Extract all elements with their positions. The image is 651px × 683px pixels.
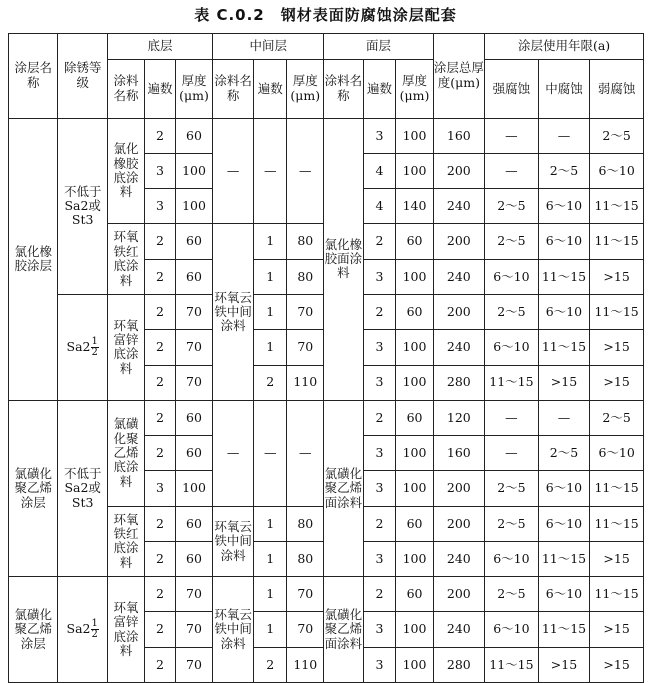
top-material-cell: 氯化橡胶面涂料 (324, 118, 363, 400)
top-passes-cell: 3 (363, 436, 396, 471)
header-middle-layer: 中间层 (213, 34, 324, 60)
mid-thickness-cell: 70 (287, 294, 324, 329)
base-thickness-cell: 70 (175, 577, 212, 612)
top-thickness-cell: 100 (396, 153, 433, 188)
top-thickness-cell: 140 (396, 189, 433, 224)
top-passes-cell: 3 (363, 647, 396, 682)
life-strong-cell: 2～5 (485, 577, 539, 612)
base-passes-cell: 2 (145, 259, 176, 294)
life-strong-cell: — (485, 436, 539, 471)
header-mid-thickness: 厚度(μm) (287, 59, 324, 118)
life-weak-cell: 2～5 (590, 118, 644, 153)
header-base-passes: 遍数 (145, 59, 176, 118)
life-weak-cell: >15 (590, 330, 644, 365)
top-passes-cell: 3 (363, 118, 396, 153)
life-weak-cell: 6～10 (590, 153, 644, 188)
header-medium-corrosion: 中腐蚀 (538, 59, 590, 118)
base-material-cell: 环氧铁红底涂料 (107, 224, 144, 295)
table-row (9, 118, 644, 153)
base-passes-cell: 2 (145, 577, 176, 612)
rust-grade-cell: 不低于Sa2或St3 (58, 118, 107, 294)
top-material-cell: 氯磺化聚乙烯面涂料 (324, 400, 363, 576)
total-thickness-cell: 280 (433, 365, 485, 400)
base-thickness-cell: 60 (175, 436, 212, 471)
header-total-thickness: 涂层总厚度(μm) (433, 34, 485, 119)
life-weak-cell: 2～5 (590, 400, 644, 435)
base-thickness-cell: 60 (175, 118, 212, 153)
total-thickness-cell: 240 (433, 612, 485, 647)
mid-passes-cell: 1 (254, 259, 287, 294)
rust-grade-cell (58, 294, 107, 400)
life-medium-cell: 11～15 (538, 541, 590, 576)
top-passes-cell: 3 (363, 612, 396, 647)
mid-passes-cell: — (254, 400, 287, 506)
life-medium-cell: 11～15 (538, 330, 590, 365)
life-strong-cell: — (485, 153, 539, 188)
mid-thickness-cell: 70 (287, 612, 324, 647)
top-thickness-cell: 100 (396, 118, 433, 153)
top-passes-cell: 3 (363, 471, 396, 506)
mid-thickness-cell: 80 (287, 541, 324, 576)
mid-thickness-cell: 80 (287, 224, 324, 259)
mid-passes-cell: 1 (254, 294, 287, 329)
base-passes-cell: 2 (145, 224, 176, 259)
mid-thickness-cell: 110 (287, 365, 324, 400)
header-mid-material: 涂料名称 (213, 59, 254, 118)
coating-group-name: 氯磺化聚乙烯涂层 (9, 400, 58, 576)
life-weak-cell: >15 (590, 612, 644, 647)
life-strong-cell: 2～5 (485, 224, 539, 259)
total-thickness-cell: 160 (433, 118, 485, 153)
total-thickness-cell: 200 (433, 506, 485, 541)
life-weak-cell: >15 (590, 647, 644, 682)
base-thickness-cell: 100 (175, 189, 212, 224)
base-material-cell: 环氧铁红底涂料 (107, 506, 144, 577)
life-strong-cell: 6～10 (485, 541, 539, 576)
life-medium-cell: 6～10 (538, 294, 590, 329)
top-passes-cell: 2 (363, 506, 396, 541)
base-material-cell: 氯化橡胶底涂料 (107, 118, 144, 224)
mid-passes-cell: 1 (254, 330, 287, 365)
mid-thickness-cell: 70 (287, 577, 324, 612)
base-thickness-cell: 70 (175, 647, 212, 682)
base-passes-cell: 2 (145, 436, 176, 471)
mid-thickness-cell: 110 (287, 647, 324, 682)
mid-passes-cell: 1 (254, 506, 287, 541)
top-material-cell: 氯磺化聚乙烯面涂料 (324, 577, 363, 683)
life-weak-cell: 11～15 (590, 506, 644, 541)
mid-passes-cell: 1 (254, 541, 287, 576)
mid-passes-cell: 2 (254, 365, 287, 400)
mid-thickness-cell: 80 (287, 259, 324, 294)
mid-passes-cell: 2 (254, 647, 287, 682)
total-thickness-cell: 280 (433, 647, 485, 682)
life-strong-cell: 2～5 (485, 471, 539, 506)
header-base-thickness: 厚度(μm) (175, 59, 212, 118)
top-passes-cell: 2 (363, 577, 396, 612)
mid-thickness-cell: — (287, 118, 324, 224)
rust-grade-cell: 不低于Sa2或St3 (58, 400, 107, 576)
total-thickness-cell: 200 (433, 471, 485, 506)
base-thickness-cell: 70 (175, 330, 212, 365)
top-thickness-cell: 100 (396, 330, 433, 365)
mid-material-cell: — (213, 118, 254, 224)
base-passes-cell: 2 (145, 612, 176, 647)
header-rust-grade: 除锈等级 (58, 34, 107, 119)
base-passes-cell: 3 (145, 189, 176, 224)
total-thickness-cell: 200 (433, 294, 485, 329)
mid-material-cell: 环氧云铁中间涂料 (213, 506, 254, 577)
life-medium-cell: 2～5 (538, 153, 590, 188)
mid-thickness-cell: 70 (287, 330, 324, 365)
total-thickness-cell: 240 (433, 189, 485, 224)
life-medium-cell: 6～10 (538, 577, 590, 612)
header-mid-passes: 遍数 (254, 59, 287, 118)
base-material-cell: 氯磺化聚乙烯底涂料 (107, 400, 144, 506)
top-thickness-cell: 100 (396, 259, 433, 294)
base-thickness-cell: 60 (175, 506, 212, 541)
life-strong-cell: 11～15 (485, 365, 539, 400)
life-strong-cell: — (485, 118, 539, 153)
life-medium-cell: >15 (538, 365, 590, 400)
life-medium-cell: >15 (538, 647, 590, 682)
life-strong-cell: 2～5 (485, 506, 539, 541)
life-strong-cell: — (485, 400, 539, 435)
life-weak-cell: 6～10 (590, 436, 644, 471)
top-passes-cell: 4 (363, 189, 396, 224)
life-medium-cell: 6～10 (538, 189, 590, 224)
life-medium-cell: — (538, 400, 590, 435)
rust-grade-cell (58, 577, 107, 683)
top-thickness-cell: 60 (396, 400, 433, 435)
top-thickness-cell: 60 (396, 224, 433, 259)
fraction-one-half: $\frac{1}{2}$ (91, 335, 98, 358)
life-medium-cell: 11～15 (538, 612, 590, 647)
base-passes-cell: 2 (145, 330, 176, 365)
mid-passes-cell: — (254, 118, 287, 224)
header-top-passes: 遍数 (363, 59, 396, 118)
mid-material-cell: 环氧云铁中间涂料 (213, 224, 254, 400)
top-thickness-cell: 100 (396, 365, 433, 400)
coating-table (8, 33, 644, 683)
table-title: 表 C.0.2 钢材表面防腐蚀涂层配套 (194, 6, 457, 24)
table-row (9, 577, 644, 612)
mid-thickness-cell: — (287, 400, 324, 506)
base-passes-cell: 2 (145, 365, 176, 400)
total-thickness-cell: 240 (433, 330, 485, 365)
coating-group-name: 氯化橡胶涂层 (9, 118, 58, 400)
life-strong-cell: 6～10 (485, 330, 539, 365)
mid-thickness-cell: 80 (287, 506, 324, 541)
base-passes-cell: 2 (145, 294, 176, 329)
total-thickness-cell: 200 (433, 153, 485, 188)
life-weak-cell: 11～15 (590, 189, 644, 224)
top-thickness-cell: 60 (396, 506, 433, 541)
life-weak-cell: >15 (590, 365, 644, 400)
sa2-label: Sa2 (66, 621, 91, 637)
life-medium-cell: 6～10 (538, 506, 590, 541)
base-thickness-cell: 60 (175, 541, 212, 576)
top-thickness-cell: 100 (396, 541, 433, 576)
base-passes-cell: 2 (145, 506, 176, 541)
top-passes-cell: 4 (363, 153, 396, 188)
top-thickness-cell: 60 (396, 294, 433, 329)
top-thickness-cell: 100 (396, 436, 433, 471)
life-strong-cell: 11～15 (485, 647, 539, 682)
base-material-cell: 环氧富锌底涂料 (107, 577, 144, 683)
top-passes-cell: 2 (363, 224, 396, 259)
header-top-thickness: 厚度(μm) (396, 59, 433, 118)
header-base-material: 涂料名称 (107, 59, 144, 118)
header-strong-corrosion: 强腐蚀 (485, 59, 539, 118)
header-coating-name: 涂层名称 (9, 34, 58, 119)
life-weak-cell: 11～15 (590, 224, 644, 259)
life-weak-cell: 11～15 (590, 294, 644, 329)
top-passes-cell: 3 (363, 365, 396, 400)
top-passes-cell: 3 (363, 330, 396, 365)
total-thickness-cell: 160 (433, 436, 485, 471)
header-base-layer: 底层 (107, 34, 212, 60)
mid-material-cell: 环氧云铁中间涂料 (213, 577, 254, 683)
life-weak-cell: 11～15 (590, 471, 644, 506)
mid-material-cell: — (213, 400, 254, 506)
base-thickness-cell: 70 (175, 365, 212, 400)
life-medium-cell: 6～10 (538, 471, 590, 506)
fraction-one-half: $\frac{1}{2}$ (91, 618, 98, 641)
life-medium-cell: 6～10 (538, 224, 590, 259)
life-strong-cell: 2～5 (485, 189, 539, 224)
life-strong-cell: 6～10 (485, 259, 539, 294)
life-strong-cell: 2～5 (485, 294, 539, 329)
total-thickness-cell: 200 (433, 577, 485, 612)
base-passes-cell: 3 (145, 153, 176, 188)
top-passes-cell: 2 (363, 400, 396, 435)
base-thickness-cell: 60 (175, 224, 212, 259)
base-passes-cell: 2 (145, 647, 176, 682)
table-row (9, 400, 644, 435)
top-thickness-cell: 60 (396, 577, 433, 612)
base-thickness-cell: 100 (175, 471, 212, 506)
total-thickness-cell: 120 (433, 400, 485, 435)
life-weak-cell: >15 (590, 259, 644, 294)
life-medium-cell: 2～5 (538, 436, 590, 471)
base-passes-cell: 3 (145, 471, 176, 506)
life-medium-cell: — (538, 118, 590, 153)
base-thickness-cell: 60 (175, 400, 212, 435)
total-thickness-cell: 240 (433, 259, 485, 294)
mid-passes-cell: 1 (254, 224, 287, 259)
base-passes-cell: 2 (145, 118, 176, 153)
header-top-layer: 面层 (324, 34, 433, 60)
header-weak-corrosion: 弱腐蚀 (590, 59, 644, 118)
header-row-1 (9, 34, 644, 60)
total-thickness-cell: 200 (433, 224, 485, 259)
life-medium-cell: 11～15 (538, 259, 590, 294)
base-thickness-cell: 70 (175, 612, 212, 647)
top-passes-cell: 3 (363, 259, 396, 294)
header-top-material: 涂料名称 (324, 59, 363, 118)
total-thickness-cell: 240 (433, 541, 485, 576)
header-service-life: 涂层使用年限(a) (485, 34, 644, 60)
base-passes-cell: 2 (145, 400, 176, 435)
mid-passes-cell: 1 (254, 577, 287, 612)
base-thickness-cell: 70 (175, 294, 212, 329)
life-weak-cell: 11～15 (590, 577, 644, 612)
mid-passes-cell: 1 (254, 612, 287, 647)
base-thickness-cell: 100 (175, 153, 212, 188)
life-strong-cell: 6～10 (485, 612, 539, 647)
top-thickness-cell: 100 (396, 647, 433, 682)
sa2-label: Sa2 (66, 338, 91, 354)
top-thickness-cell: 100 (396, 471, 433, 506)
base-thickness-cell: 60 (175, 259, 212, 294)
base-passes-cell: 2 (145, 541, 176, 576)
coating-group-name: 氯磺化聚乙烯涂层 (9, 577, 58, 683)
top-thickness-cell: 100 (396, 612, 433, 647)
top-passes-cell: 3 (363, 541, 396, 576)
top-passes-cell: 2 (363, 294, 396, 329)
life-weak-cell: >15 (590, 541, 644, 576)
base-material-cell: 环氧富锌底涂料 (107, 294, 144, 400)
